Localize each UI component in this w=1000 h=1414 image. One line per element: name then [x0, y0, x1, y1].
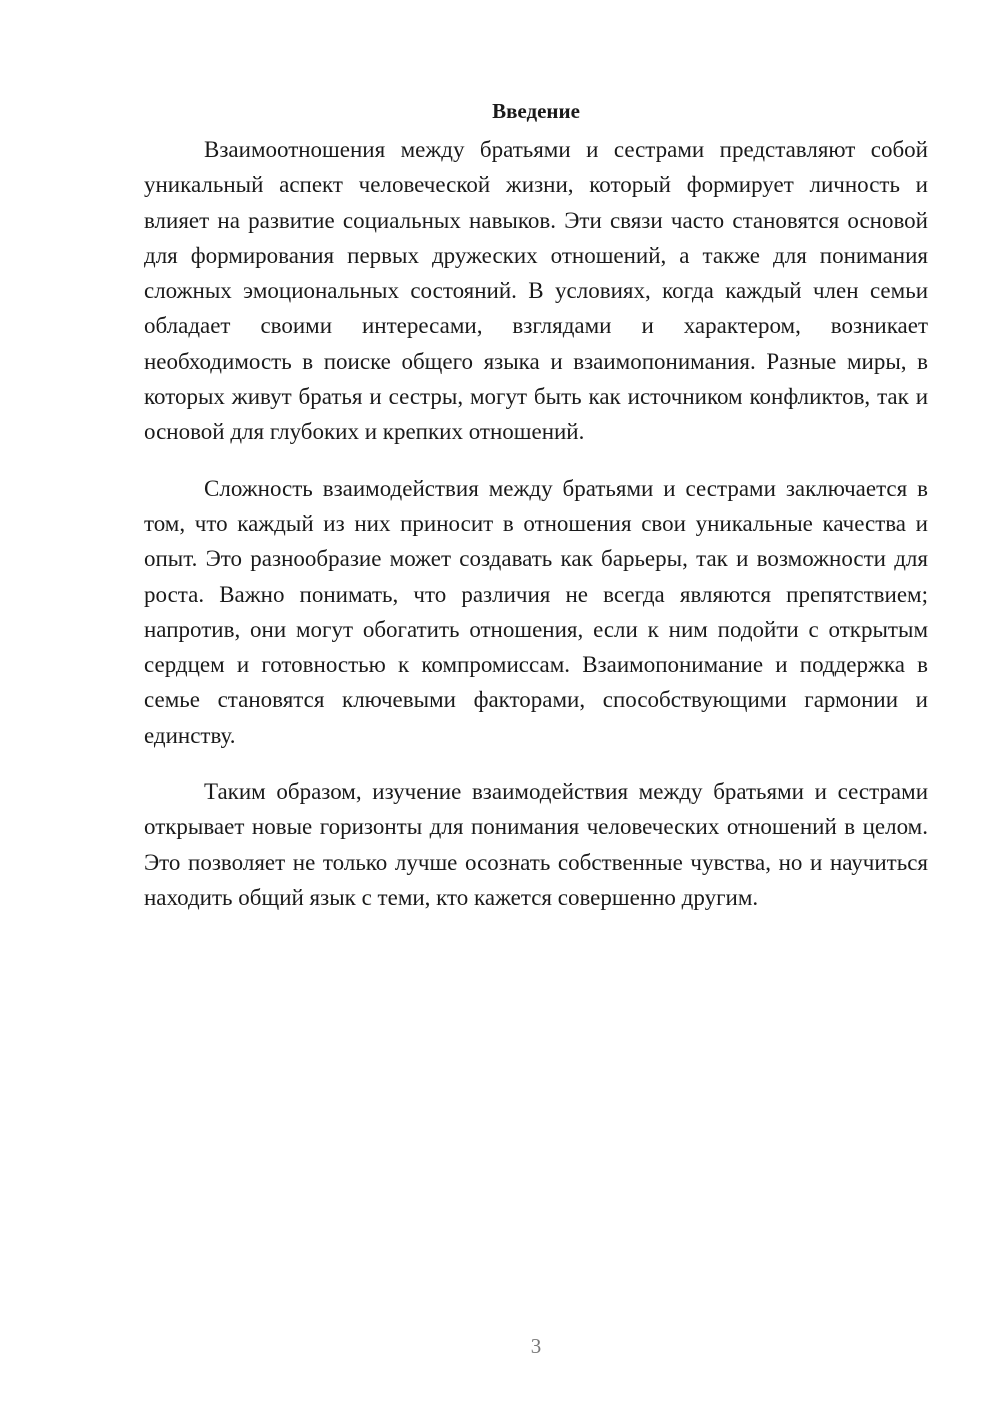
- page-number: 3: [530, 1334, 542, 1358]
- section-heading: Введение: [492, 99, 580, 123]
- paragraph-1: Взаимоотношения между братьями и сестрами представляют собой уникальный аспект человеческой жизни, который формирует личность и влияет на развитие социальных навыков. Эти связи часто становятся основой для формирования первых дружеских отношений, а также для понимания сложных эмоциональных состояний. В условиях, когда каждый член семьи обладает своими интересами, взглядами и характером, возникает необходимость в поиске общего языка и взаимопонимания. Разные миры, в которых живут братья и сестры, могут быть как источником конфликтов, так и основой для глубоких и крепких отношений.: [144, 137, 928, 445]
- page-content: [144, 96, 928, 915]
- paragraph-3: Таким образом, изучение взаимодействия между братьями и сестрами открывает новые горизонты для понимания человеческих отношений в целом. Это позволяет не только лучше осознать собственные чувства, но и научиться находить общий язык с теми, кто кажется совершенно другим.: [144, 779, 928, 910]
- paragraph-2: Сложность взаимодействия между братьями и сестрами заключается в том, что каждый из них приносит в отношения свои уникальные качества и опыт. Это разнообразие может создавать как барьеры, так и возможности для роста. Важно понимать, что различия не всегда являются препятствием; напротив, они могут обогатить отношения, если к ним подойти с открытым сердцем и готовностью к компромиссам. Взаимопонимание и поддержка в семье становятся ключевыми факторами, способствующими гармонии и единству.: [144, 475, 928, 748]
